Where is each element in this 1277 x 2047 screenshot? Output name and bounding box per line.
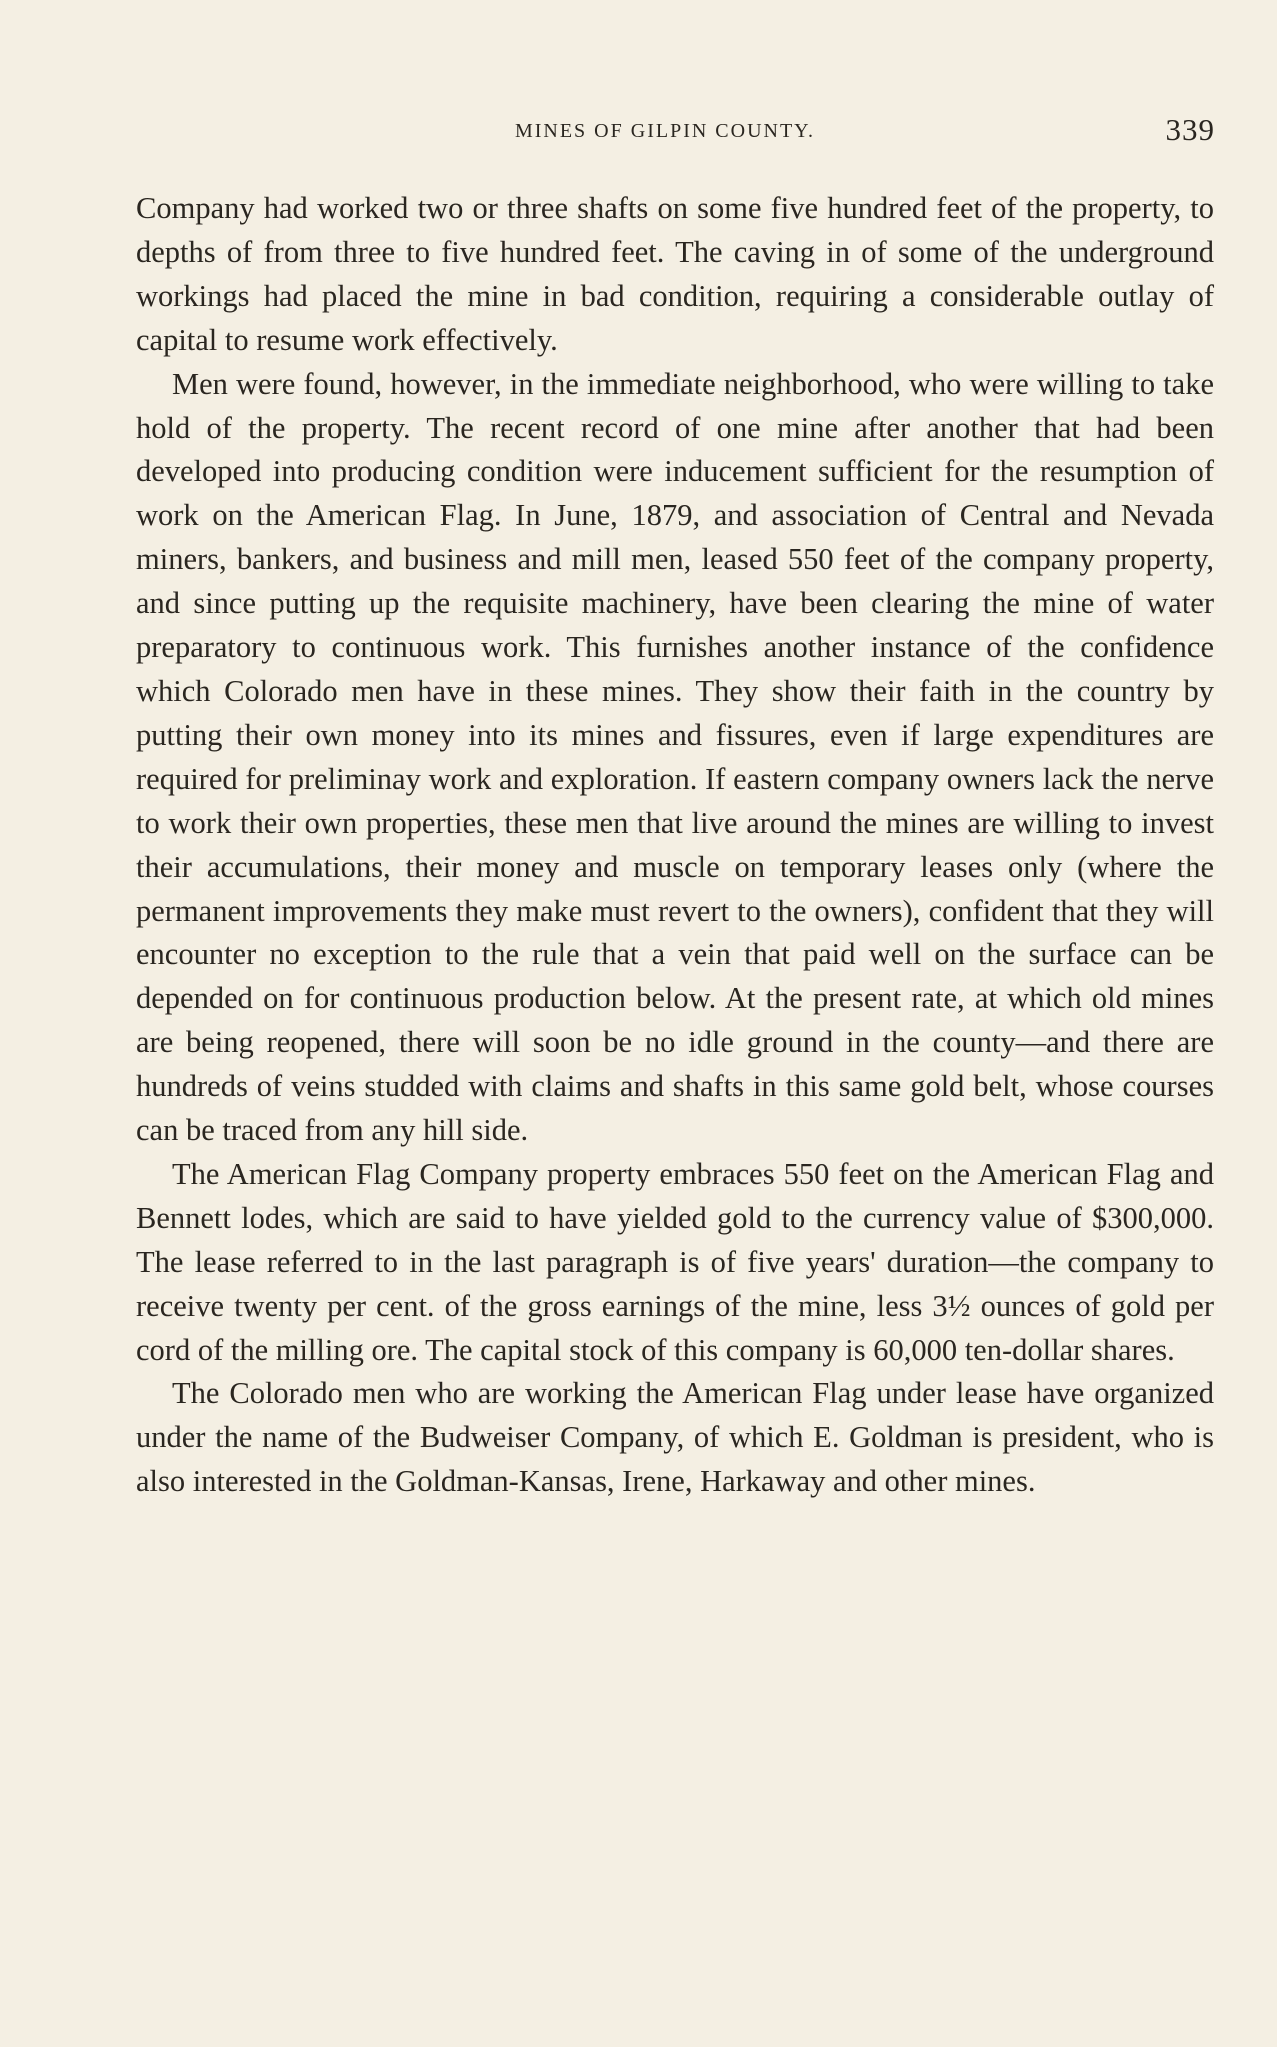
paragraph: The American Flag Company property embraces 550 feet on the American Flag and Bennett lodes, which are said to have yielded gold to the currency value of $300,000. The lease referred to in the last paragraph is of five years' duration—the company to receive twenty per cent. of the gross earnings of the mine, less 3½ ounces of gold per cord of the milling ore. The capital stock of this company is 60,000 ten-dollar shares. [136, 1156, 1214, 1367]
paragraph: Men were found, however, in the immediate neighborhood, who were willing to take hold of the property. The recent record of one mine after another that had been developed into producing condition were inducement sufficient for the resumption of work on the American Flag. In June, 1879, and association of Central and Nevada miners, bankers, and business and mill men, leased 550 feet of the company property, and since putting up the requisite machinery, have been clearing the mine of water preparatory to continuous work. This furnishes another instance of the confidence which Colorado men have in these mines. They show their faith in the country by putting their own money into its mines and fissures, even if large expenditures are required for preliminay work and exploration. If eastern company owners lack the nerve to work their own properties, these men that live around the mines are willing to invest their accumulations, their money and muscle on temporary leases only (where the permanent improvements they make must revert to the owners), confident that they will encounter no exception to the rule that a vein that paid well on the surface can be depended on for continuous production below. At the present rate, at which old mines are being reopened, there will soon be no idle ground in the county—and there are hundreds of veins studded with claims and shafts in this same gold belt, whose courses can be traced from any hill side. [136, 366, 1214, 1148]
page-header [135, 112, 1215, 152]
running-head: MINES OF GILPIN COUNTY. [514, 120, 816, 142]
page-number: 339 [1165, 112, 1215, 147]
paragraph: The Colorado men who are working the American Flag under lease have organized under the name of the Budweiser Company, of which E. Goldman is president, who is also interested in the Goldman-Kansas, Irene, Harkaway and other mines. [136, 1376, 1214, 1499]
body-text [136, 187, 1214, 1504]
paragraph-continued: Company had worked two or three shafts on some five hundred feet of the property, to depths of from three to five hundred feet. The caving in of some of the underground workings had placed the mine in bad condition, requiring a considerable outlay of capital to resume work effectively. [136, 191, 1214, 357]
